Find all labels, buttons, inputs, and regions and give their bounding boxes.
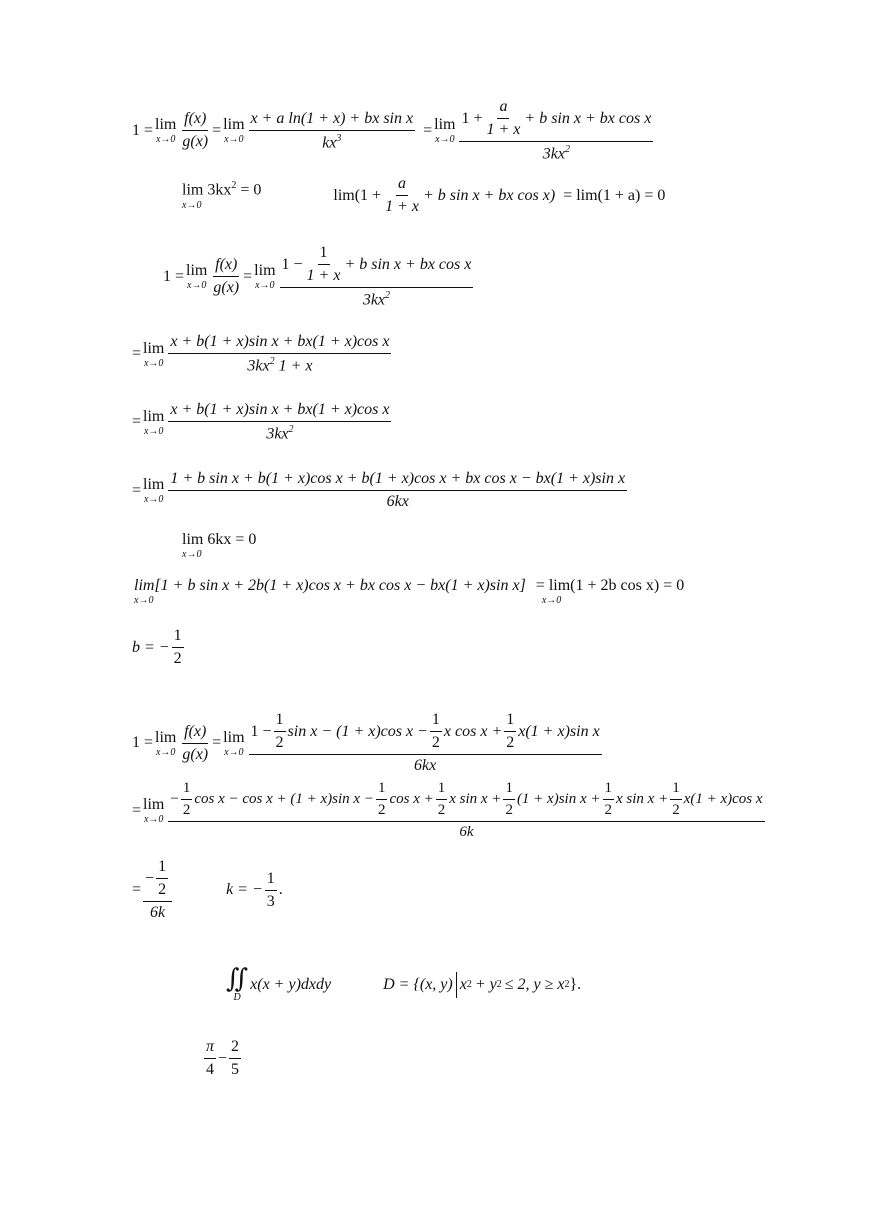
equation-4: = lim x→0 $\frac{\text{x + b(1 + x)sin x + bx(1 + x)cos x}}{3kx^2 1 + x}$ — [132, 333, 390, 375]
limit-operator: lim x→0 — [155, 116, 177, 146]
equation-7: lim 6kx = 0 x→0 — [182, 531, 257, 560]
double-integral-icon: ∬ D — [226, 964, 249, 1003]
equation-8: lim[1 + b sin x + 2b(1 + x)cos x + bx cos x − bx(1 + x)sin x] x→0 = lim(1 + 2b cos x) = 0 x→0 — [134, 577, 685, 606]
limit-operator: lim x→0 — [434, 116, 456, 146]
equation-12: = − $\frac{1}{2}$ 6k k = − $\frac{1}{3}$ . — [132, 858, 283, 921]
equation-10: 1 = lim x→0 $\frac{f(x)}{g(x)}$ = lim x→0 1 − $\frac{1}{2}$ sin x − (1 + x)cos x − $\frac{1}{2}$ x cos x + $\frac{1}{2}$ x(1 + x)sin x 6kx — [132, 711, 600, 774]
fraction-derivative: 1 + $\frac{a}{1 + x}$ + b sin x + bx cos x $3kx^2$ — [461, 98, 652, 163]
fraction-f-over-g: $\frac{f(x)}{g(x)}$ — [182, 110, 209, 151]
equation-3: 1 = lim x→0 $\frac{f(x)}{g(x)}$ = lim x→0 1 − $\frac{1}{1 + x}$ + b sin x + bx cos x $3kx^2$ — [163, 244, 472, 309]
fraction-main: $\frac{\text{x + a ln(1 + x) + bx sin x}}{kx^3}$ — [250, 109, 414, 151]
equation-9: b = − $\frac{1}{2}$ — [132, 627, 182, 667]
equation-13: ∬ D x(x + y)dxdy D = {(x, y) x 2 + y 2 ≤ 2, y ≥ x 2 }. — [226, 964, 582, 1003]
equation-11: = lim x→0 − $\frac{1}{2}$ cos x − cos x + (1 + x)sin x − $\frac{1}{2}$ cos x + $\frac{1}{2}$ x sin x + $\frac{1}{2}$ (1 + x)sin x + $\frac{1}{2}$ x sin x + $\frac{1}{2}$ x(1 + x)cos x 6k — [132, 780, 763, 840]
equation-14: $\frac{\pi}{4}$ − $\frac{2}{5}$ — [206, 1038, 240, 1078]
equation-6: = lim x→0 1 + b sin x + b(1 + x)cos x + b(1 + x)cos x + bx cos x − bx(1 + x)sin x 6kx — [132, 470, 626, 510]
limit-operator: lim x→0 — [223, 116, 245, 146]
equation-2: $\lim 3kx^2 = 0$ x→0 lim(1 + $\frac{a}{1 + x}$ + b sin x + bx cos x) = lim(1 + a) = 0 — [182, 175, 666, 215]
eq1-lhs: 1 = — [132, 121, 154, 139]
equation-5: = lim x→0 $\frac{\text{x + b(1 + x)sin x + bx(1 + x)cos x}}{3kx^2}$ — [132, 401, 390, 443]
equation-1: 1 = lim x→0 $\frac{f(x)}{g(x)}$ = lim x→0 $\frac{\text{x + a ln(1 + x) + bx sin x}}{kx^3}$ = lim x→0 1 + $\frac{a}{1 + x}$ + b sin x + bx cos x $3kx^2$ — [132, 98, 652, 163]
